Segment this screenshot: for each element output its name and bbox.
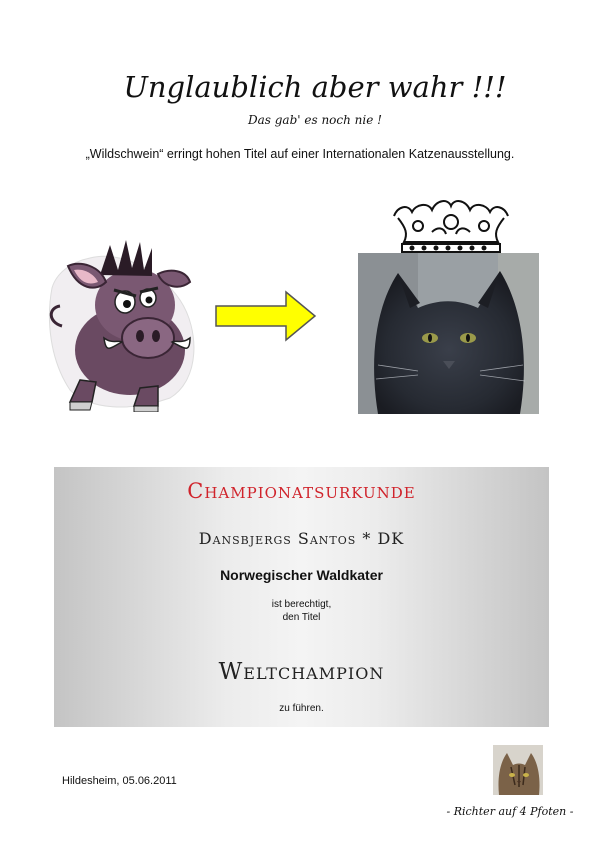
cat-breed: Norwegischer Waldkater	[220, 567, 383, 583]
certificate-text-line2: den Titel	[282, 612, 321, 623]
certificate-closing: zu führen.	[279, 703, 324, 714]
page-subtitle: Das gab' es noch nie !	[248, 113, 382, 127]
headline: „Wildschwein“ erringt hohen Titel auf einer Internationalen Katzenausstellung.	[85, 147, 515, 161]
crown-icon	[388, 196, 514, 254]
cat-photo	[358, 253, 539, 414]
signature: - Richter auf 4 Pfoten -	[446, 805, 574, 818]
page-title: Unglaublich aber wahr !!!	[123, 70, 507, 104]
arrow-right-icon	[214, 290, 318, 342]
cat-name: Dansbjergs Santos * DK	[198, 529, 405, 548]
boar-image	[40, 230, 205, 412]
award-title: Weltchampion	[218, 659, 385, 685]
certificate-text-line1: ist berechtigt,	[271, 599, 332, 610]
place-date: Hildesheim, 05.06.2011	[62, 775, 177, 787]
certificate-title: Championatsurkunde	[187, 479, 416, 503]
judge-cat-photo	[493, 745, 543, 795]
certificate	[54, 467, 549, 727]
